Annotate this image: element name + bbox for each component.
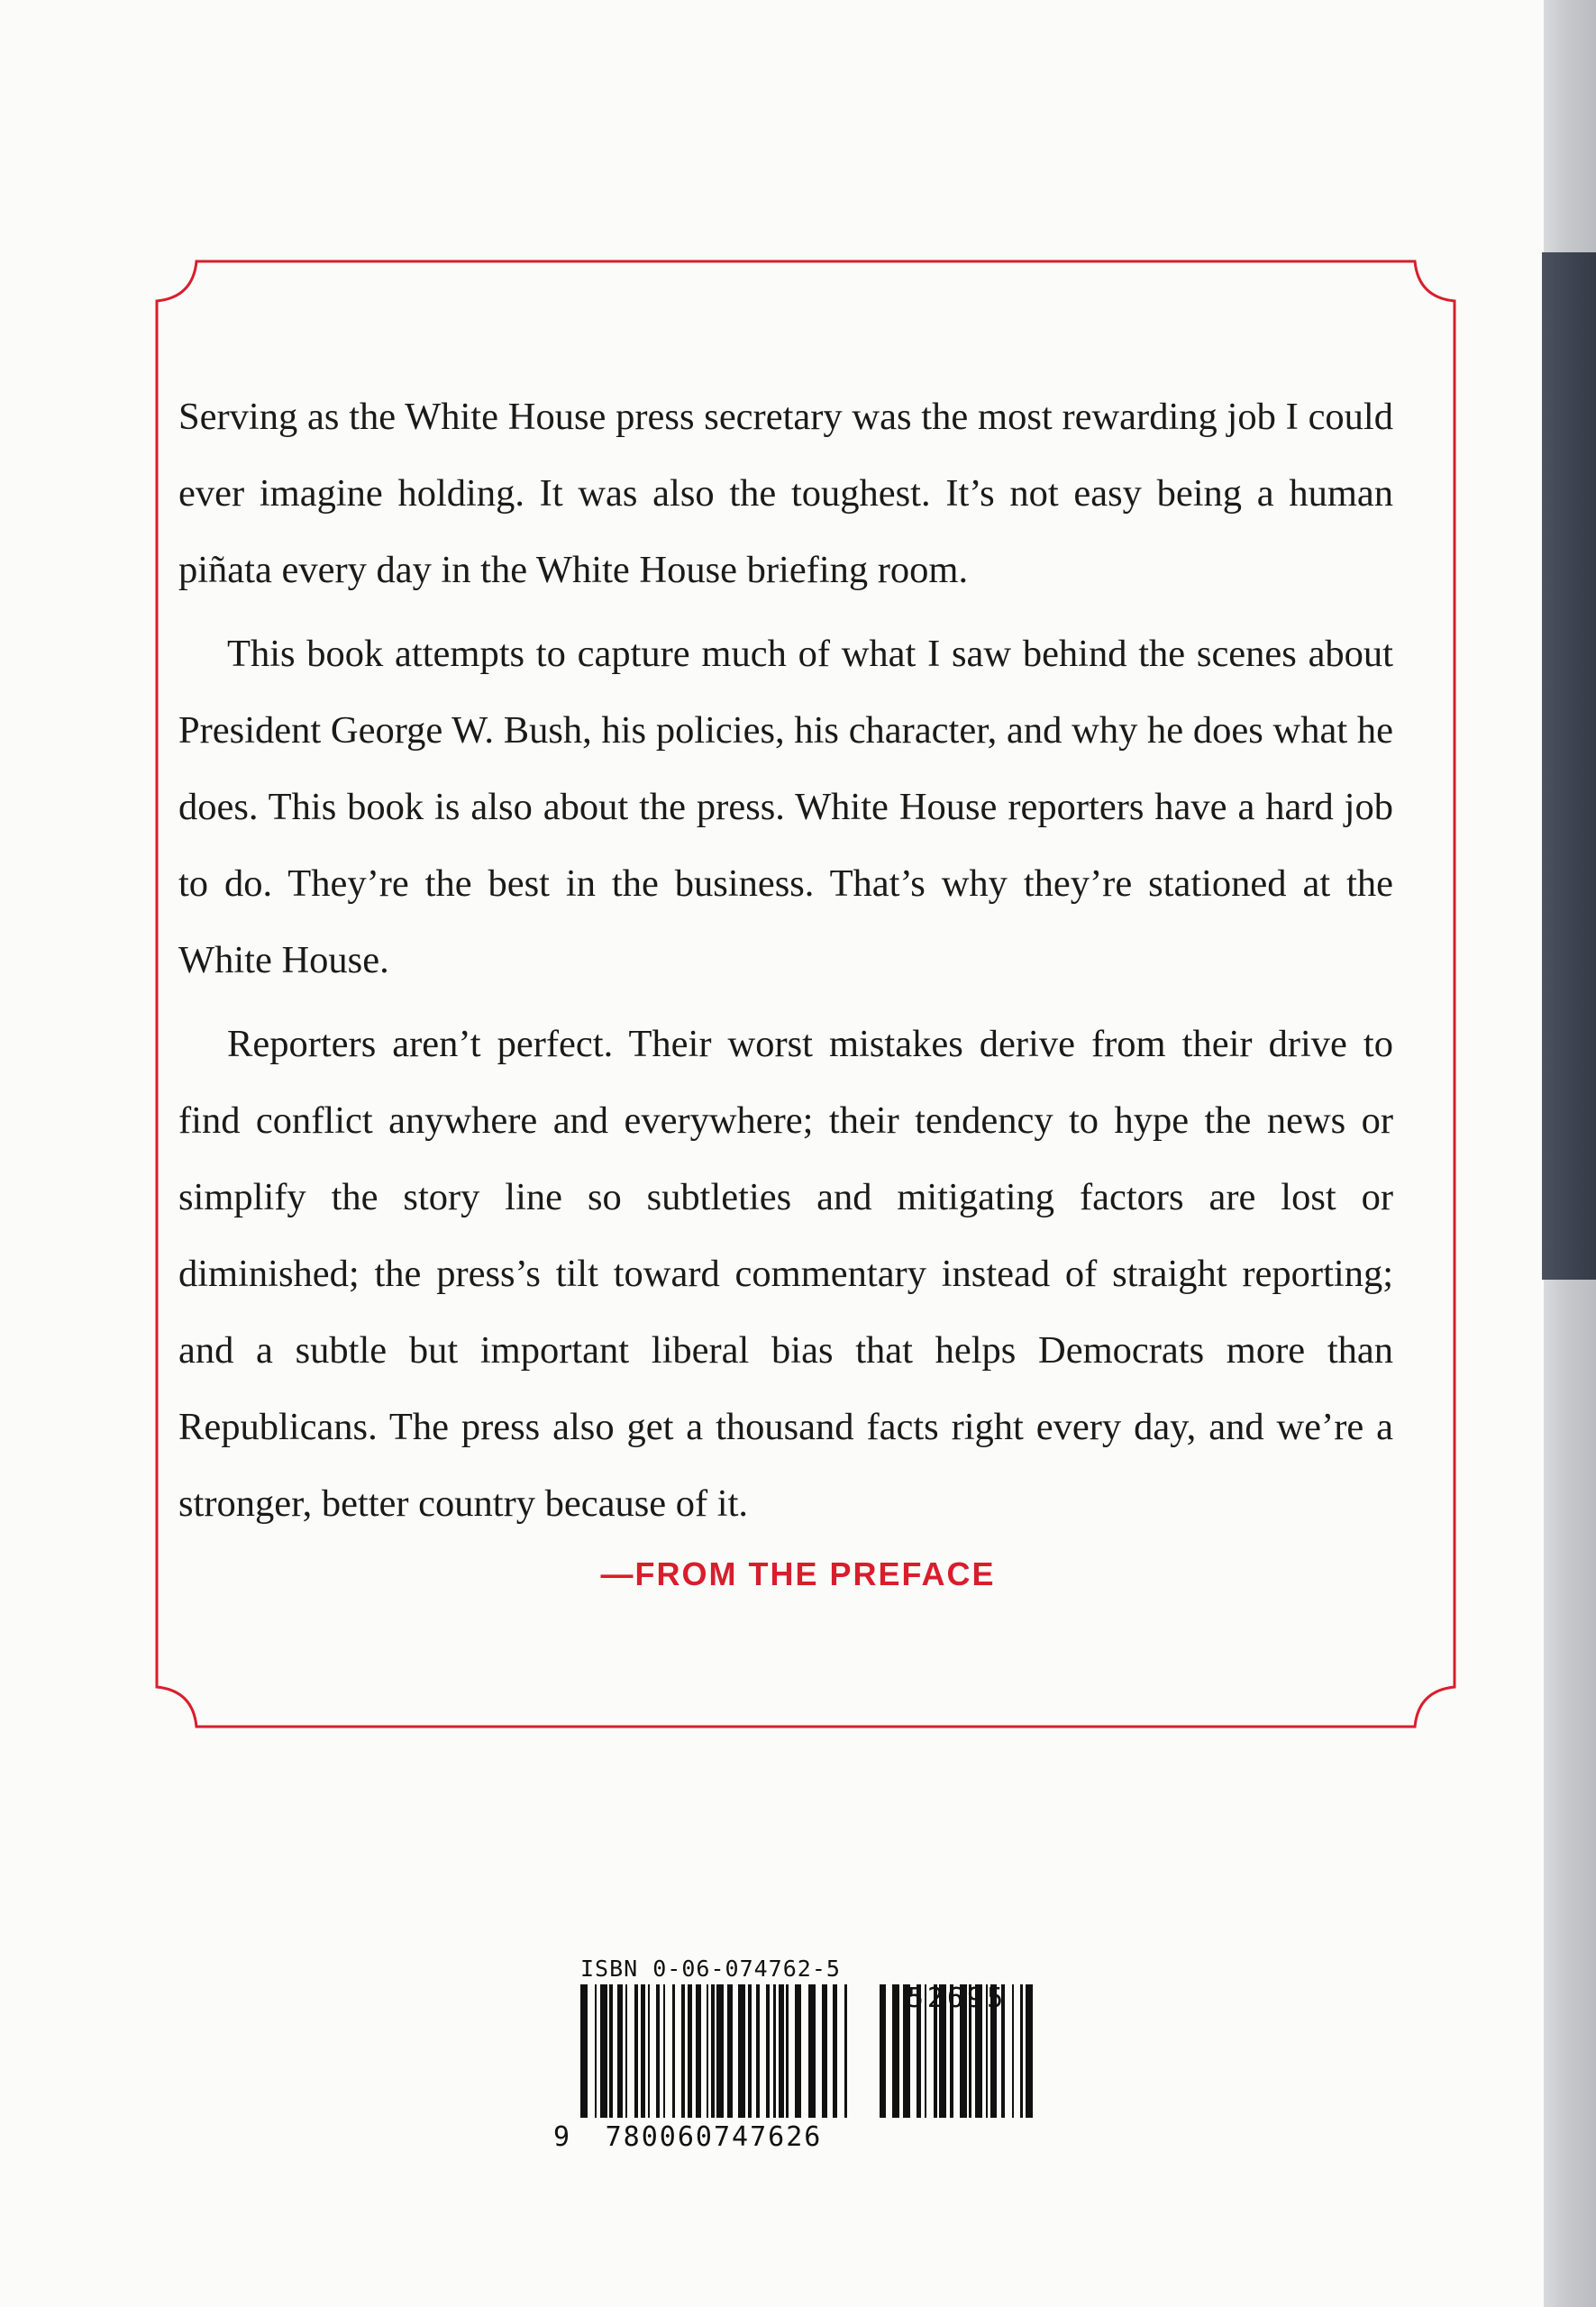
barcode-bar bbox=[609, 1984, 613, 2118]
addon-digits: 52695 bbox=[907, 1983, 1008, 2014]
ean-digits: 780060747626 bbox=[605, 2121, 823, 2153]
barcode-bar bbox=[748, 1984, 752, 2118]
barcode-bar bbox=[707, 1984, 708, 2118]
barcode-bar bbox=[600, 1984, 607, 2118]
barcode-bar bbox=[580, 1984, 588, 2118]
barcode-bar bbox=[773, 1984, 776, 2118]
preface-paragraph-1: Serving as the White House press secretary was the most rewarding job I could ever imagine holding. It was also the toughest. It’s not easy being a human piñata every day in the White House briefing room. bbox=[178, 396, 1393, 591]
barcode-bar bbox=[738, 1984, 745, 2118]
barcode-bar bbox=[617, 1984, 623, 2118]
preface-paragraph-3: Reporters aren’t perfect. Their worst mistakes derive from their drive to find conflict anywhere and everywhere; their tendency to hype the news or simplify the story line so subtleties and mitigating factors are lost or diminished; the press’s tilt toward commentary instead of straight reporting; and a subtle but important liberal bias that helps Democrats more than Republicans. The press also get a thousand facts right every day, and we’re a stronger, better country because of it. bbox=[178, 1023, 1393, 1525]
barcode-bar bbox=[595, 1984, 597, 2118]
preface-attribution: —FROM THE PREFACE bbox=[600, 1555, 996, 1592]
barcode-bar bbox=[795, 1984, 801, 2118]
barcode-bar bbox=[634, 1984, 638, 2118]
barcode-bar bbox=[786, 1984, 789, 2118]
barcode-bar bbox=[656, 1984, 660, 2118]
preface-excerpt bbox=[178, 378, 1393, 1549]
barcode-bar bbox=[779, 1984, 784, 2118]
barcode-bar bbox=[672, 1984, 675, 2118]
barcode-bar bbox=[696, 1984, 701, 2118]
barcode-bar bbox=[727, 1984, 733, 2118]
barcode-bar bbox=[766, 1984, 770, 2118]
barcode-bar bbox=[844, 1984, 847, 2118]
barcode-bar bbox=[711, 1984, 715, 2118]
barcode-bar bbox=[663, 1984, 665, 2118]
isbn-label: ISBN 0-06-074762-5 bbox=[580, 1956, 841, 1982]
barcode-bar bbox=[822, 1984, 827, 2118]
ean-barcode-bars bbox=[580, 1984, 847, 2118]
barcode-bar bbox=[625, 1984, 627, 2118]
barcode-bar bbox=[808, 1984, 816, 2118]
barcode-bar bbox=[688, 1984, 692, 2118]
barcode-bar bbox=[641, 1984, 645, 2118]
barcode-bar bbox=[756, 1984, 760, 2118]
preface-paragraph-2: This book attempts to capture much of what I saw behind the scenes about President George W. Bush, his policies, his character, and why he does what he does. This book is also about the press. White House reporters have a hard job to do. They’re the best in the business. That’s why they’re stationed at the White House. bbox=[178, 633, 1393, 981]
barcode-bar bbox=[648, 1984, 650, 2118]
ean-prefix-digit: 9 bbox=[553, 2121, 570, 2153]
barcode-bar bbox=[833, 1984, 837, 2118]
barcode-bar bbox=[716, 1984, 724, 2118]
barcode-bar bbox=[681, 1984, 685, 2118]
